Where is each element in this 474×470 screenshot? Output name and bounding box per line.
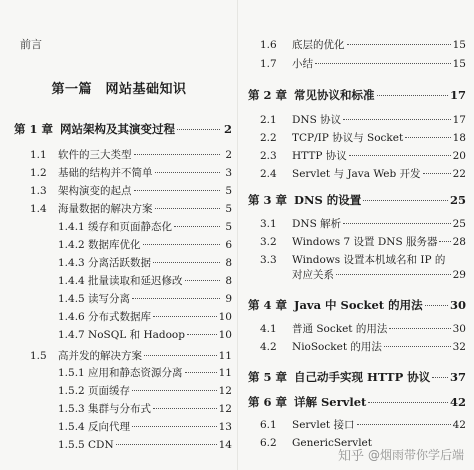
entry-title: 海量数据的解决方案 [58, 203, 153, 215]
entry-page-number: 42 [452, 419, 466, 431]
toc-entry [260, 268, 466, 282]
entry-number: 1.3 [30, 185, 47, 197]
entry-title: 详解 Servlet [294, 395, 367, 409]
leader-dots [377, 95, 448, 96]
leader-dots [439, 241, 450, 242]
entry-number: 1.5.1 [58, 367, 85, 379]
entry-number: 1.2 [30, 167, 47, 179]
entry-number: 1.6 [260, 39, 277, 51]
entry-title: TCP/IP 协议与 Socket [292, 132, 404, 144]
entry-title: 缓存和页面静态化 [88, 221, 172, 233]
entry-number: 1.4.3 [58, 257, 85, 269]
toc-entry [58, 420, 232, 434]
entry-number: 1.7 [260, 58, 277, 70]
entry-number: 1.4 [30, 203, 47, 215]
entry-title: 底层的优化 [292, 39, 345, 51]
entry-page-number: 10 [218, 311, 232, 323]
entry-page-number: 42 [449, 395, 466, 409]
leader-dots [174, 226, 220, 227]
entry-page-number: 14 [218, 439, 232, 451]
entry-page-number: 8 [225, 257, 232, 269]
entry-title: 批量读取和延迟修改 [88, 275, 183, 287]
leader-dots [132, 390, 217, 391]
entry-title: 小结 [292, 58, 313, 70]
toc-entry [30, 349, 232, 363]
toc-entry [260, 253, 466, 267]
entry-page-number: 6 [225, 239, 232, 251]
leader-dots [177, 129, 220, 130]
entry-page-number: 22 [452, 168, 466, 180]
entry-number: 1.5.5 [58, 439, 85, 451]
leader-dots [155, 172, 221, 173]
entry-number: 第 3 章 [248, 193, 288, 207]
entry-number: 1.4.4 [58, 275, 85, 287]
entry-page-number: 28 [452, 236, 466, 248]
entry-title: DNS 解析 [292, 218, 342, 230]
leader-dots [384, 346, 451, 347]
entry-page-number: 17 [449, 88, 466, 102]
entry-title: DNS 的设置 [294, 193, 362, 207]
entry-page-number: 8 [225, 275, 232, 287]
entry-page-number: 32 [452, 341, 466, 353]
entry-number: 4.1 [260, 323, 277, 335]
toc-entry [248, 395, 466, 409]
entry-page-number: 15 [452, 39, 466, 51]
toc-entry [30, 202, 232, 216]
toc-entry [260, 38, 466, 52]
entry-title: 普通 Socket 的用法 [292, 323, 388, 335]
toc-entry [30, 184, 232, 198]
toc-entry [14, 122, 232, 136]
entry-number: 3.3 [260, 254, 277, 266]
entry-title: 网站架构及其演变过程 [60, 122, 175, 136]
toc-entry [260, 217, 466, 231]
toc-entry [248, 88, 466, 102]
entry-number: 4.2 [260, 341, 277, 353]
entry-title: Java 中 Socket 的用法 [294, 298, 423, 312]
toc-entry [260, 235, 466, 249]
entry-page-number: 12 [218, 385, 232, 397]
entry-title: 读写分离 [88, 293, 130, 305]
entry-title: GenericServlet [292, 437, 372, 449]
leader-dots [336, 274, 451, 275]
entry-title: HTTP 协议 [292, 150, 347, 162]
leader-dots [432, 377, 448, 378]
toc-entry [260, 131, 466, 145]
toc-right-column [238, 0, 474, 470]
entry-number: 3.2 [260, 236, 277, 248]
leader-dots [153, 262, 220, 263]
leader-dots [423, 173, 451, 174]
toc-entry [248, 298, 466, 312]
entry-page-number: 30 [449, 298, 466, 312]
entry-title: NioSocket 的用法 [292, 341, 382, 353]
watermark-handle: @烟雨带你学后端 [367, 448, 464, 462]
entry-number: 1.4.5 [58, 293, 85, 305]
toc-entry [58, 366, 232, 380]
entry-number: 2.1 [260, 114, 277, 126]
entry-number: 1.5.2 [58, 385, 85, 397]
entry-page-number: 5 [225, 185, 232, 197]
entry-number: 3.1 [260, 218, 277, 230]
entry-title: 基础的结构并不简单 [58, 167, 153, 179]
entry-number: 2.2 [260, 132, 277, 144]
toc-entry [30, 148, 232, 162]
leader-dots [116, 444, 217, 445]
leader-dots [144, 355, 217, 356]
leader-dots [389, 328, 450, 329]
entry-page-number: 25 [452, 218, 466, 230]
entry-page-number: 17 [452, 114, 466, 126]
entry-title: 架构演变的起点 [58, 185, 132, 197]
entry-page-number: 12 [218, 403, 232, 415]
entry-title: 页面缓存 [88, 385, 130, 397]
entry-page-number: 11 [218, 367, 232, 379]
entry-number: 6.1 [260, 419, 277, 431]
entry-title: 高并发的解决方案 [58, 350, 142, 362]
entry-title: Windows 设置本机域名和 IP 的 [292, 254, 446, 266]
entry-page-number: 15 [452, 58, 466, 70]
toc-entry [58, 438, 232, 452]
entry-title: CDN [88, 439, 114, 451]
toc-entry [260, 113, 466, 127]
entry-title: NoSQL 和 Hadoop [88, 329, 185, 341]
toc-entry [260, 322, 466, 336]
leader-dots [153, 316, 217, 317]
entry-number: 1.4.7 [58, 329, 85, 341]
entry-number: 第 1 章 [14, 122, 54, 136]
toc-entry [260, 418, 466, 432]
entry-title: 分离活跃数据 [88, 257, 151, 269]
toc-entry [260, 57, 466, 71]
entry-number: 第 5 章 [248, 370, 288, 384]
leader-dots [357, 424, 451, 425]
entry-page-number: 9 [225, 293, 232, 305]
toc-entry [260, 149, 466, 163]
entry-number: 1.4.1 [58, 221, 85, 233]
entry-page-number: 29 [452, 269, 466, 281]
entry-page-number: 2 [225, 149, 232, 161]
entry-page-number: 20 [452, 150, 466, 162]
entry-title: 数据库优化 [88, 239, 141, 251]
toc-entry [58, 256, 232, 270]
leader-dots [132, 298, 220, 299]
leader-dots [368, 402, 448, 403]
entry-page-number: 13 [218, 421, 232, 433]
entry-page-number: 18 [452, 132, 466, 144]
leader-dots [347, 44, 451, 45]
entry-page-number: 5 [225, 203, 232, 215]
leader-dots [134, 190, 221, 191]
entry-page-number: 5 [225, 221, 232, 233]
entry-page-number: 10 [218, 329, 232, 341]
entry-page-number: 11 [218, 350, 232, 362]
toc-entry [58, 310, 232, 324]
leader-dots [343, 223, 450, 224]
entry-title: DNS 协议 [292, 114, 342, 126]
toc-entry [260, 340, 466, 354]
toc-entry [58, 292, 232, 306]
entry-number: 第 4 章 [248, 298, 288, 312]
leader-dots [187, 334, 217, 335]
toc-entry [58, 402, 232, 416]
entry-page-number: 30 [452, 323, 466, 335]
leader-dots [405, 137, 450, 138]
entry-number: 第 2 章 [248, 88, 288, 102]
entry-number: 1.4.2 [58, 239, 85, 251]
entry-number: 6.2 [260, 437, 277, 449]
entry-title: Servlet 接口 [292, 419, 355, 431]
toc-entry [260, 167, 466, 181]
zhihu-brand: 知乎 [337, 449, 364, 464]
toc-entry [58, 328, 232, 342]
toc-entry [248, 370, 466, 384]
leader-dots [132, 426, 217, 427]
leader-dots [315, 63, 451, 64]
toc-entry [58, 274, 232, 288]
leader-dots [363, 200, 448, 201]
entry-page-number: 25 [449, 193, 466, 207]
entry-number: 1.4.6 [58, 311, 85, 323]
leader-dots [143, 244, 221, 245]
entry-title: 常见协议和标准 [294, 88, 375, 102]
leader-dots [134, 154, 221, 155]
toc-entry [58, 384, 232, 398]
entry-number: 1.5.3 [58, 403, 85, 415]
entry-number: 2.4 [260, 168, 277, 180]
entry-number: 2.3 [260, 150, 277, 162]
entry-title: 分布式数据库 [88, 311, 151, 323]
entry-title: 软件的三大类型 [58, 149, 132, 161]
entry-number: 1.5.4 [58, 421, 85, 433]
toc-entry [58, 238, 232, 252]
entry-title: 反向代理 [88, 421, 130, 433]
leader-dots [425, 305, 448, 306]
toc-entry [30, 166, 232, 180]
entry-page-number: 2 [223, 122, 232, 136]
entry-page-number: 3 [225, 167, 232, 179]
entry-number: 1.5 [30, 350, 47, 362]
entry-title: 对应关系 [292, 269, 334, 281]
watermark [338, 445, 464, 464]
leader-dots [185, 280, 221, 281]
entry-number: 第 6 章 [248, 395, 288, 409]
entry-title: Windows 7 设置 DNS 服务器 [292, 236, 438, 248]
entry-page-number: 37 [449, 370, 466, 384]
entry-number: 1.1 [30, 149, 47, 161]
preface-entry: 前言 [20, 38, 42, 51]
leader-dots [185, 372, 217, 373]
leader-dots [343, 119, 450, 120]
leader-dots [153, 408, 217, 409]
leader-dots [155, 208, 221, 209]
entry-title: 集群与分布式 [88, 403, 151, 415]
toc-entry [248, 193, 466, 207]
entry-title: 应用和静态资源分离 [88, 367, 183, 379]
leader-dots [349, 155, 451, 156]
part-title: 第一篇 网站基础知识 [51, 82, 187, 97]
entry-title: Servlet 与 Java Web 开发 [292, 168, 421, 180]
toc-entry [58, 220, 232, 234]
entry-title: 自己动手实现 HTTP 协议 [294, 370, 431, 384]
